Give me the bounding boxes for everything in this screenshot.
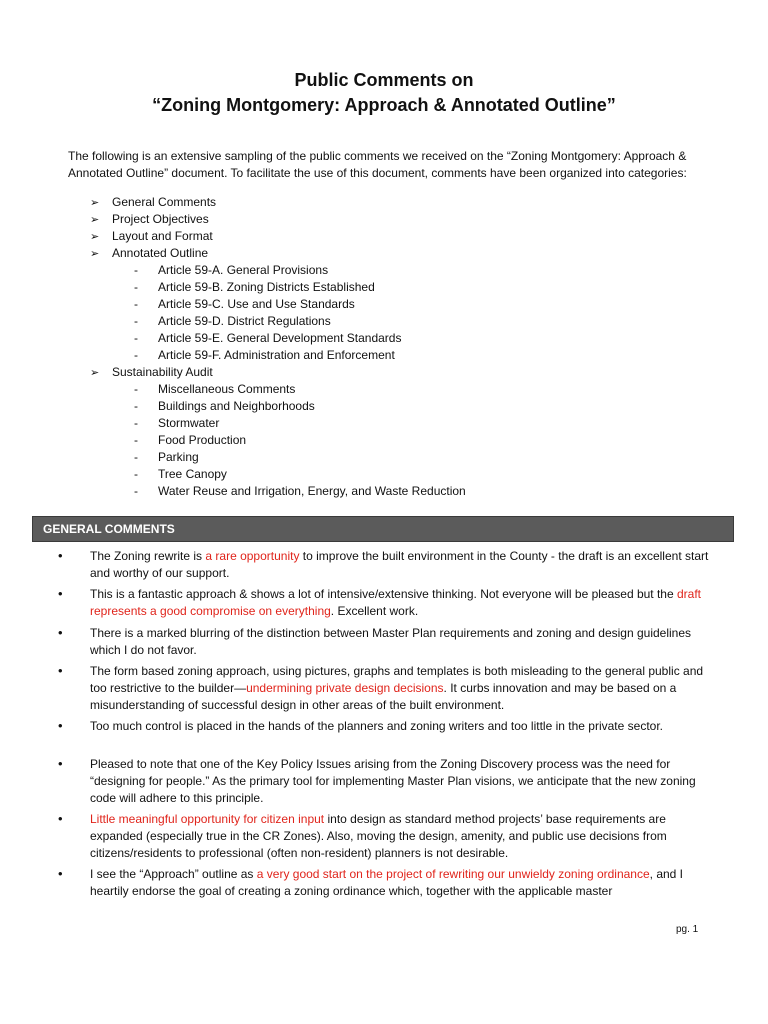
subcategory-item: - Tree Canopy xyxy=(134,467,227,481)
bullet-icon: • xyxy=(58,586,63,601)
bullet-icon: • xyxy=(58,625,63,640)
category-general-comments: ➢ General Comments xyxy=(90,194,216,211)
subcategory-item: - Article 59-B. Zoning Districts Established xyxy=(134,280,375,294)
subcategory-item: - Article 59-F. Administration and Enforcement xyxy=(134,348,395,362)
bullet-icon: • xyxy=(58,663,63,678)
subcategory-item: - Article 59-A. General Provisions xyxy=(134,263,329,277)
section-header-general-comments xyxy=(32,516,734,542)
arrow-bullet-icon: ➢ xyxy=(90,248,100,260)
bullet-icon: • xyxy=(58,811,63,826)
subcategory-item: - Parking xyxy=(134,450,199,464)
arrow-bullet-icon: ➢ xyxy=(90,197,100,209)
category-annotated-outline: ➢ Annotated Outline xyxy=(90,245,208,262)
subcategory-item: - Water Reuse and Irrigation, Energy, and Waste Reduction xyxy=(134,484,466,498)
page-title-line-2: “Zoning Montgomery: Approach & Annotated Outline” xyxy=(152,95,616,115)
subcategory-item: - Article 59-D. District Regulations xyxy=(134,314,331,328)
category-project-objectives: ➢ Project Objectives xyxy=(90,211,209,228)
subcategory-item: - Food Production xyxy=(134,433,247,447)
category-layout-format: ➢ Layout and Format xyxy=(90,228,213,245)
bullet-icon: • xyxy=(58,548,63,563)
intro-paragraph: The following is an extensive sampling of the public comments we received on the “Zoning Montgomery: Approach & Annotated Outline” document. To facilitate the use of this document, comments have been organized into categories: xyxy=(68,149,687,180)
section-header-label: GENERAL COMMENTS xyxy=(43,522,175,536)
subcategory-item: - Buildings and Neighborhoods xyxy=(134,399,315,413)
subcategory-item: - Article 59-C. Use and Use Standards xyxy=(134,297,355,311)
bullet-icon: • xyxy=(58,718,63,733)
arrow-bullet-icon: ➢ xyxy=(90,231,100,243)
subcategory-item: - Miscellaneous Comments xyxy=(134,382,296,396)
bullet-icon: • xyxy=(58,866,63,881)
subcategory-item: - Article 59-E. General Development Standards xyxy=(134,331,402,345)
arrow-bullet-icon: ➢ xyxy=(90,367,100,379)
bullet-icon: • xyxy=(58,756,63,771)
page-title-line-1: Public Comments on xyxy=(294,70,474,90)
document-page: Public Comments on “Zoning Montgomery: Approach & Annotated Outline” The following is an extensive sampling of the public comments we received on the “Zoning Montgomery: Approach & Annotated Outline” document. To facilitate the use of this document, comments have been organized into categories: ➢ General Comments ➢ Project Objectives ➢ Layout and Format ➢ Annotated Outline - Article 59-A. General Provisions - Article 59-B. Zoning Districts Established - Article 59-C. Use and Use Standards - Article 59-D. District Regulations - Article 59-E. General Development Standards - Article 59-F. Administration and Enforcement ➢ Sustainability Audit - Miscellaneous Comments - Buildings and Neighborhoods - Stormwater - Food Production - Parking - Tree Canopy - Water Reuse and Irrigation, Energy, and Waste Reduction GENERAL COMMENTS • The Zoning rewrite is a rare opportunity to improve the built environment in the County - the draft is an excellent start and worthy of our support. • This is a fantastic approach & shows a lot of intensive/extensive thinking. Not everyone will be pleased but the draft represents a good compromise on everything. Excellent work. • There is a marked blurring of the distinction between Master Plan requirements and zoning and design guidelines which I do not favor. • The form based zoning approach, using pictures, graphs and templates is both misleading to the general public and too restrictive to the builder—undermining private design decisions. It curbs innovation and may be based on a misunderstanding of successful design in other areas of the built environment. • Too much control is placed in the hands of the planners and zoning writers and too little in the private sector. • Pleased to note that one of the Key Policy Issues arising from the Zoning Discovery process was the need for “designing for people.” As the primary tool for implementing Master Plan visions, we anticipate that the new zoning code will adhere to this principle. • Little meaningful opportunity for citizen input into design as standard method projects’ base requirements are expanded (especially true in the CR Zones). Also, moving the design, amenity, and public use decisions from citizens/residents to professional (often non-resident) planners is not desirable. • I see the “Approach” outline as a very good start on the project of rewriting our unwieldy zoning ordinance, and I heartily endorse the goal of creating a zoning ordinance which, together with the applicable master pg. 1 xyxy=(0,0,768,1024)
page-number: pg. 1 xyxy=(676,924,699,935)
subcategory-item: - Stormwater xyxy=(134,416,220,430)
arrow-bullet-icon: ➢ xyxy=(90,214,100,226)
category-sustainability-audit: ➢ Sustainability Audit xyxy=(90,364,213,381)
